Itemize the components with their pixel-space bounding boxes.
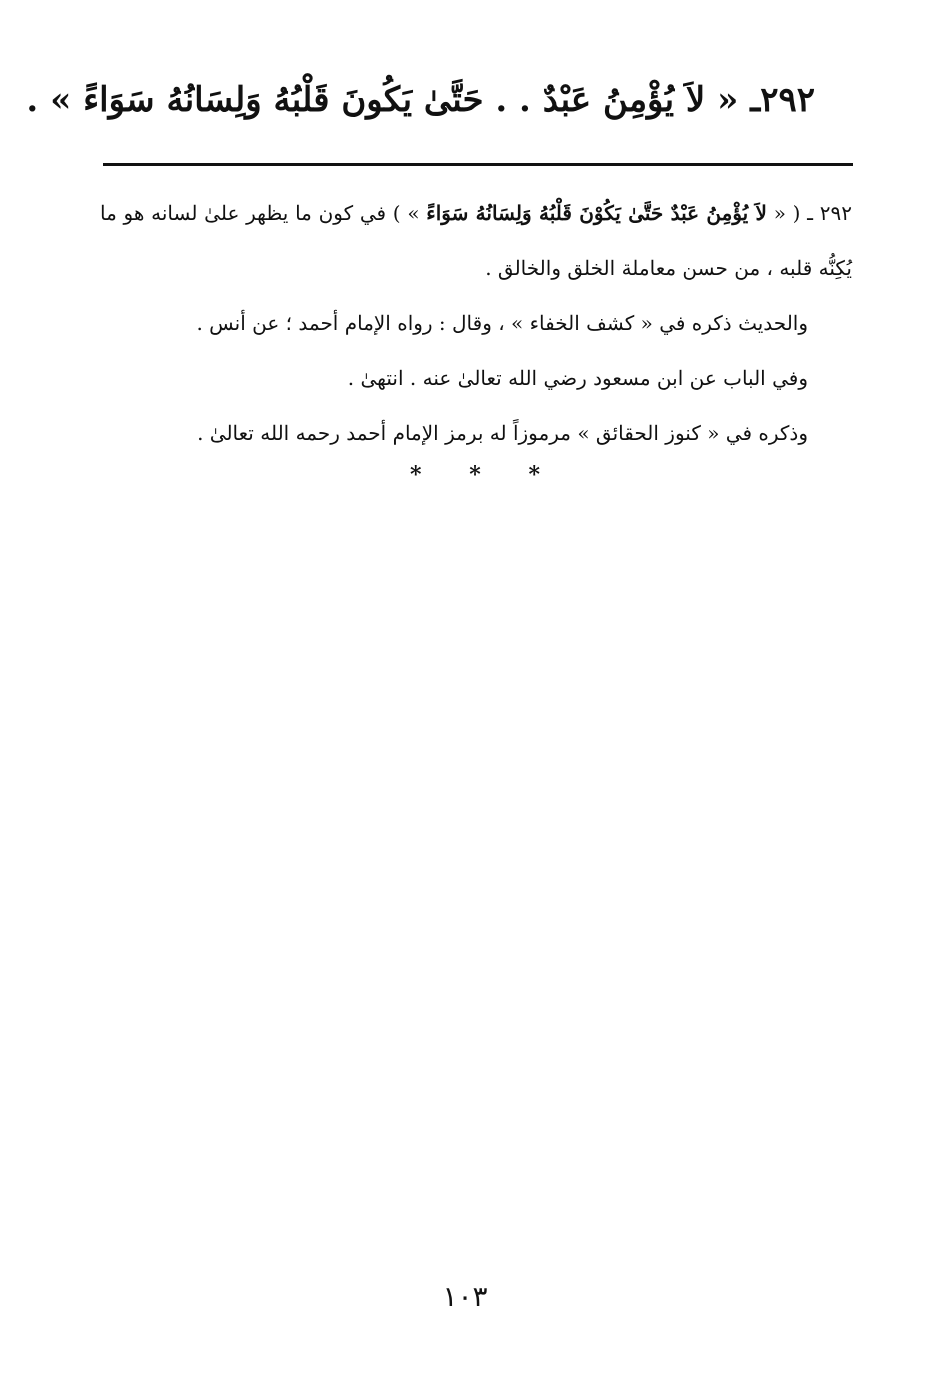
- star-glyph: *: [410, 462, 422, 488]
- quoted-hadith: لاَ يُؤْمِنُ عَبْدٌ حَتَّىٰ يَكُوْنَ قَلْبُهُ وَلِسَانُهُ سَوَاءً: [426, 201, 767, 225]
- commentary-section: [100, 186, 852, 461]
- commentary-paragraph-4: وذكره في « كنوز الحقائق » مرموزاً له برمز الإمام أحمد رحمه الله تعالىٰ .: [197, 421, 808, 445]
- commentary-paragraph-1: [100, 186, 852, 296]
- hadith-heading: ٢٩٢ـ « لاَ يُؤْمِنُ عَبْدٌ . . حَتَّىٰ يَكُونَ قَلْبُهُ وَلِسَانُهُ سَوَاءً » .: [26, 80, 815, 120]
- star-glyph: *: [469, 462, 481, 488]
- separator-rule: [103, 163, 853, 166]
- hadith-number-prefix: ٢٩٢ ـ ( «: [766, 201, 852, 225]
- commentary-paragraph-3: وفي الباب عن ابن مسعود رضي الله تعالىٰ عنه . انتهىٰ .: [347, 366, 808, 390]
- page-number: ١٠٣: [442, 1280, 488, 1313]
- commentary-explanation: » ) في كون ما يظهر علىٰ لسانه هو ما يُكِنُّه قلبه ، من حسن معاملة الخلق والخالق .: [100, 201, 852, 280]
- star-glyph: *: [528, 462, 540, 488]
- commentary-paragraph-2: والحديث ذكره في « كشف الخفاء » ، وقال : رواه الإمام أحمد ؛ عن أنس .: [196, 311, 808, 335]
- section-end-stars: [410, 462, 540, 488]
